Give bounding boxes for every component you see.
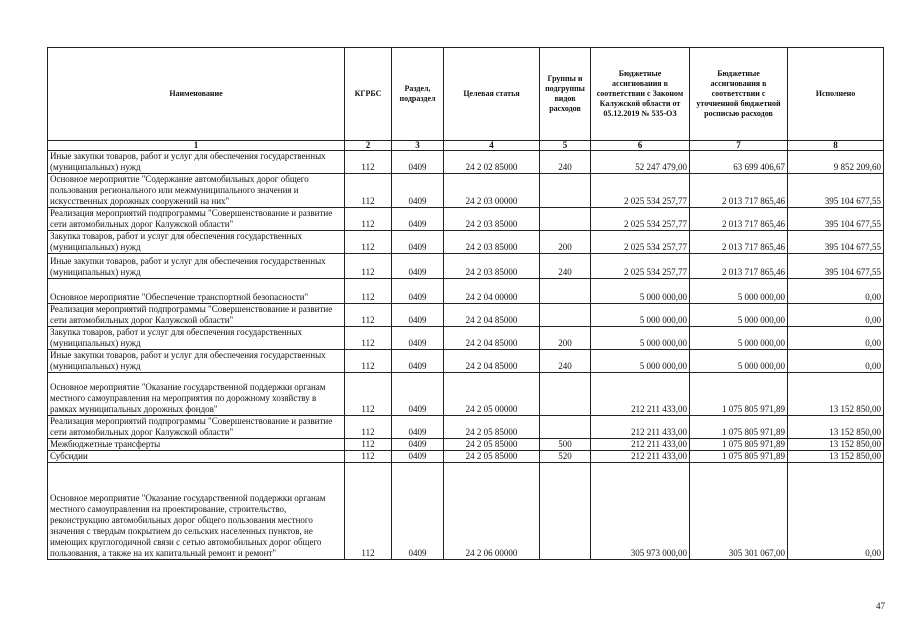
row-law: 2 025 534 257,77 <box>591 174 690 208</box>
row-refined: 5 000 000,00 <box>690 304 788 327</box>
row-target: 24 2 05 85000 <box>444 439 540 451</box>
row-name: Основное мероприятие "Обеспечение транспортной безопасности" <box>48 279 345 304</box>
table-row <box>48 327 884 350</box>
table-row <box>48 416 884 439</box>
row-target: 24 2 03 85000 <box>444 254 540 279</box>
budget-table <box>47 47 884 560</box>
column-number: 1 <box>48 141 345 151</box>
row-refined: 1 075 805 971,89 <box>690 373 788 416</box>
row-refined: 2 013 717 865,46 <box>690 208 788 231</box>
header-kgrbs: КГРБС <box>345 48 392 141</box>
column-number: 5 <box>540 141 591 151</box>
row-section: 0409 <box>392 416 444 439</box>
row-executed: 0,00 <box>788 327 884 350</box>
header-target: Целевая статья <box>444 48 540 141</box>
row-target: 24 2 04 85000 <box>444 304 540 327</box>
row-refined: 2 013 717 865,46 <box>690 254 788 279</box>
row-refined: 305 301 067,00 <box>690 463 788 560</box>
row-refined: 1 075 805 971,89 <box>690 451 788 463</box>
row-name: Субсидии <box>48 451 345 463</box>
row-kgrbs: 112 <box>345 231 392 254</box>
column-number: 7 <box>690 141 788 151</box>
row-group <box>540 304 591 327</box>
row-kgrbs: 112 <box>345 279 392 304</box>
table-row <box>48 151 884 174</box>
row-section: 0409 <box>392 451 444 463</box>
row-group: 240 <box>540 254 591 279</box>
row-target: 24 2 04 00000 <box>444 279 540 304</box>
row-group <box>540 174 591 208</box>
row-name: Основное мероприятие "Оказание государственной поддержки органам местного самоуправления на проектирование, строительство, реконструкцию автомобильных дорог общего пользования местного значения с твердым покрытием до сельских населенных пунктов, не имеющих круглогодичной связи с сетью автомобильных дорог общего пользования, а также на их капитальный ремонт и ремонт" <box>48 463 345 560</box>
table-row <box>48 439 884 451</box>
row-group: 200 <box>540 231 591 254</box>
row-law: 5 000 000,00 <box>591 350 690 373</box>
row-name: Основное мероприятие "Содержание автомобильных дорог общего пользования регионального или межмуниципального значения и искусственных дорожных сооружений на них" <box>48 174 345 208</box>
row-law: 5 000 000,00 <box>591 279 690 304</box>
row-name: Реализация мероприятий подпрограммы "Совершенствование и развитие сети автомобильных дорог Калужской области" <box>48 208 345 231</box>
row-target: 24 2 05 85000 <box>444 451 540 463</box>
column-number: 4 <box>444 141 540 151</box>
row-executed: 395 104 677,55 <box>788 254 884 279</box>
row-executed: 13 152 850,00 <box>788 439 884 451</box>
header-name: Наименование <box>48 48 345 141</box>
table-row <box>48 451 884 463</box>
table-row <box>48 254 884 279</box>
row-group <box>540 463 591 560</box>
row-group: 500 <box>540 439 591 451</box>
row-target: 24 2 03 85000 <box>444 231 540 254</box>
row-group: 200 <box>540 327 591 350</box>
header-executed: Исполнено <box>788 48 884 141</box>
row-executed: 9 852 209,60 <box>788 151 884 174</box>
row-law: 2 025 534 257,77 <box>591 208 690 231</box>
table-row <box>48 174 884 208</box>
row-law: 5 000 000,00 <box>591 327 690 350</box>
row-section: 0409 <box>392 350 444 373</box>
table-row <box>48 208 884 231</box>
row-law: 2 025 534 257,77 <box>591 254 690 279</box>
row-executed: 395 104 677,55 <box>788 231 884 254</box>
row-group: 240 <box>540 151 591 174</box>
row-target: 24 2 03 00000 <box>444 174 540 208</box>
row-law: 212 211 433,00 <box>591 451 690 463</box>
row-target: 24 2 05 00000 <box>444 373 540 416</box>
row-target: 24 2 02 85000 <box>444 151 540 174</box>
header-law: Бюджетные ассигнования в соответствии с Законом Калужской области от 05.12.2019 № 535-ОЗ <box>591 48 690 141</box>
page-number: 47 <box>876 601 885 611</box>
row-group: 240 <box>540 350 591 373</box>
row-refined: 63 699 406,67 <box>690 151 788 174</box>
row-kgrbs: 112 <box>345 463 392 560</box>
row-kgrbs: 112 <box>345 373 392 416</box>
table-row <box>48 373 884 416</box>
row-executed: 0,00 <box>788 463 884 560</box>
row-kgrbs: 112 <box>345 416 392 439</box>
row-law: 212 211 433,00 <box>591 439 690 451</box>
row-refined: 5 000 000,00 <box>690 279 788 304</box>
row-kgrbs: 112 <box>345 151 392 174</box>
table-row <box>48 231 884 254</box>
header-section: Раздел, подраздел <box>392 48 444 141</box>
row-name: Иные закупки товаров, работ и услуг для обеспечения государственных (муниципальных) нужд <box>48 350 345 373</box>
row-section: 0409 <box>392 174 444 208</box>
row-target: 24 2 06 00000 <box>444 463 540 560</box>
column-number: 2 <box>345 141 392 151</box>
row-section: 0409 <box>392 373 444 416</box>
row-section: 0409 <box>392 463 444 560</box>
column-number: 3 <box>392 141 444 151</box>
row-law: 2 025 534 257,77 <box>591 231 690 254</box>
row-refined: 1 075 805 971,89 <box>690 416 788 439</box>
row-kgrbs: 112 <box>345 304 392 327</box>
row-law: 52 247 479,00 <box>591 151 690 174</box>
row-name: Основное мероприятие "Оказание государственной поддержки органам местного самоуправления на мероприятия по дорожному хозяйству в рамках муниципальных дорожных фондов" <box>48 373 345 416</box>
row-target: 24 2 05 85000 <box>444 416 540 439</box>
column-number-row <box>48 141 884 151</box>
table-row <box>48 350 884 373</box>
row-law: 212 211 433,00 <box>591 416 690 439</box>
header-refined: Бюджетные ассигнования в соответствии с уточненной бюджетной росписью расходов <box>690 48 788 141</box>
row-name: Реализация мероприятий подпрограммы "Совершенствование и развитие сети автомобильных дорог Калужской области" <box>48 304 345 327</box>
row-target: 24 2 03 85000 <box>444 208 540 231</box>
row-law: 305 973 000,00 <box>591 463 690 560</box>
row-executed: 395 104 677,55 <box>788 208 884 231</box>
row-section: 0409 <box>392 279 444 304</box>
row-refined: 2 013 717 865,46 <box>690 174 788 208</box>
row-name: Закупка товаров, работ и услуг для обеспечения государственных (муниципальных) нужд <box>48 327 345 350</box>
row-executed: 13 152 850,00 <box>788 451 884 463</box>
row-group: 520 <box>540 451 591 463</box>
header-groups: Группы и подгруппы видов расходов <box>540 48 591 141</box>
row-target: 24 2 04 85000 <box>444 350 540 373</box>
row-kgrbs: 112 <box>345 451 392 463</box>
header-row <box>48 48 884 141</box>
row-group <box>540 373 591 416</box>
row-executed: 13 152 850,00 <box>788 373 884 416</box>
row-refined: 5 000 000,00 <box>690 350 788 373</box>
column-number: 8 <box>788 141 884 151</box>
table-row <box>48 463 884 560</box>
row-refined: 1 075 805 971,89 <box>690 439 788 451</box>
row-executed: 0,00 <box>788 304 884 327</box>
row-section: 0409 <box>392 254 444 279</box>
row-target: 24 2 04 85000 <box>444 327 540 350</box>
row-section: 0409 <box>392 439 444 451</box>
row-section: 0409 <box>392 231 444 254</box>
row-executed: 13 152 850,00 <box>788 416 884 439</box>
row-kgrbs: 112 <box>345 439 392 451</box>
row-law: 212 211 433,00 <box>591 373 690 416</box>
row-name: Закупка товаров, работ и услуг для обеспечения государственных (муниципальных) нужд <box>48 231 345 254</box>
table-row <box>48 279 884 304</box>
row-executed: 395 104 677,55 <box>788 174 884 208</box>
row-kgrbs: 112 <box>345 254 392 279</box>
row-executed: 0,00 <box>788 350 884 373</box>
column-number: 6 <box>591 141 690 151</box>
row-executed: 0,00 <box>788 279 884 304</box>
row-kgrbs: 112 <box>345 174 392 208</box>
row-section: 0409 <box>392 304 444 327</box>
table-row <box>48 304 884 327</box>
row-name: Межбюджетные трансферты <box>48 439 345 451</box>
row-section: 0409 <box>392 151 444 174</box>
row-group <box>540 416 591 439</box>
row-group <box>540 208 591 231</box>
row-name: Иные закупки товаров, работ и услуг для обеспечения государственных (муниципальных) нужд <box>48 151 345 174</box>
row-refined: 2 013 717 865,46 <box>690 231 788 254</box>
row-law: 5 000 000,00 <box>591 304 690 327</box>
row-group <box>540 279 591 304</box>
row-name: Реализация мероприятий подпрограммы "Совершенствование и развитие сети автомобильных дорог Калужской области" <box>48 416 345 439</box>
row-name: Иные закупки товаров, работ и услуг для обеспечения государственных (муниципальных) нужд <box>48 254 345 279</box>
row-kgrbs: 112 <box>345 208 392 231</box>
row-section: 0409 <box>392 208 444 231</box>
row-section: 0409 <box>392 327 444 350</box>
row-kgrbs: 112 <box>345 350 392 373</box>
row-kgrbs: 112 <box>345 327 392 350</box>
row-refined: 5 000 000,00 <box>690 327 788 350</box>
